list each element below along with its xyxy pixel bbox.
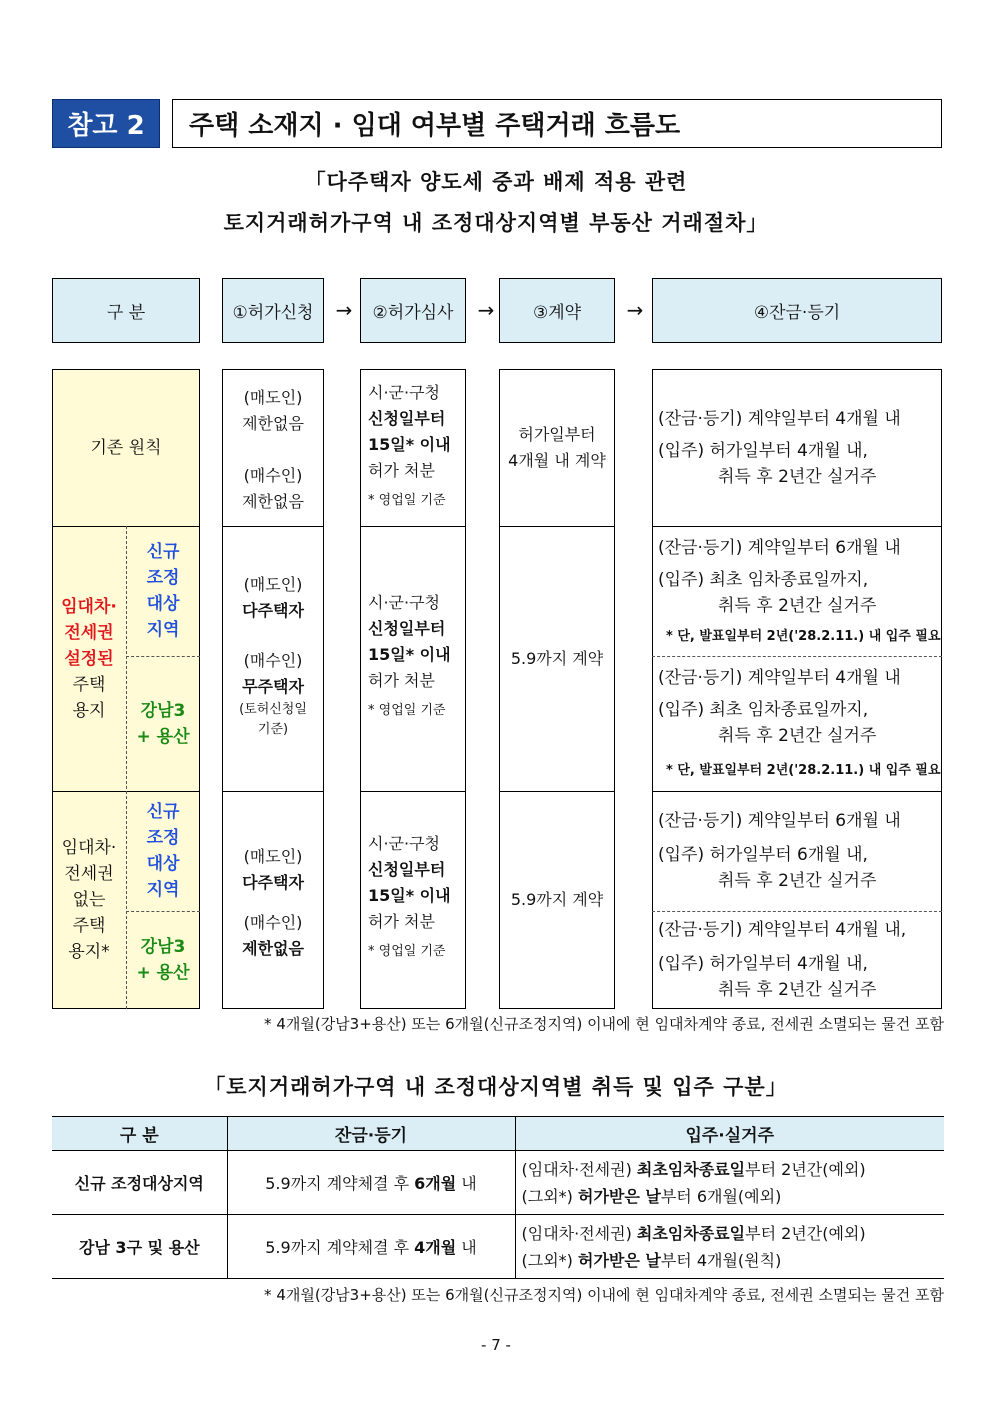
table-row — [52, 1151, 944, 1215]
divider — [652, 791, 942, 792]
leased-step1 — [222, 566, 324, 746]
leased-gangnam-note: * 단, 발표일부터 2년('28.2.11.) 내 입주 필요 — [666, 763, 941, 778]
text-line: 허가 처분 — [368, 671, 435, 690]
text-line: 제한없음 — [242, 492, 304, 511]
flow-subtitle-line2: 토지거래허가구역 내 조정대상지역별 부동산 거래절차」 — [223, 211, 769, 235]
sub-label-line: 조정 — [146, 828, 180, 848]
row-movein — [515, 1215, 944, 1279]
basic-step4-payment: (잔금·등기) 계약일부터 4개월 내 — [658, 409, 901, 429]
leased-step3: 5.9까지 계약 — [510, 648, 604, 668]
sub-label-line: 지역 — [146, 620, 180, 640]
text-line: (매도인) — [243, 847, 303, 866]
noleased-step2 — [368, 831, 464, 965]
text-line: 허가 처분 — [368, 461, 435, 480]
table-header-row — [52, 1117, 944, 1151]
page-number: - 7 - — [481, 1336, 511, 1354]
sub-label-line: 대상 — [146, 854, 180, 874]
noleased-label-line: 임대차· — [61, 838, 117, 858]
text-part: 5.9까지 계약체결 후 — [265, 1174, 415, 1193]
text-line: (매도인) — [243, 575, 303, 594]
arrow-2: → — [477, 298, 495, 322]
noleased-label-line: 없는 — [72, 890, 106, 910]
text-line: * 영업일 기준 — [368, 493, 446, 508]
leased-new-residence: 취득 후 2년간 실거주 — [718, 596, 877, 616]
text-part: 6개월 — [414, 1174, 457, 1193]
text-line: (매수인) — [243, 913, 303, 932]
noleased-gangnam-payment: (잔금·등기) 계약일부터 4개월 내, — [658, 920, 907, 940]
text-part: 내 — [456, 1174, 477, 1193]
divider — [222, 791, 324, 792]
text-line: 15일* 이내 — [368, 886, 451, 905]
leased-new-note: * 단, 발표일부터 2년('28.2.11.) 내 입주 필요 — [666, 629, 941, 644]
divider — [360, 526, 466, 527]
sub-label-line: 조정 — [146, 568, 180, 588]
arrow-1: → — [335, 298, 353, 322]
text-line: 제한없음 — [242, 414, 304, 433]
leased-label — [52, 526, 126, 791]
text-part: 부터 6개월(예외) — [660, 1186, 782, 1206]
row-movein — [515, 1151, 944, 1215]
text-part: 부터 4개월(원칙) — [660, 1250, 782, 1270]
text-line: 허가 처분 — [368, 912, 435, 931]
basic-step4-movein: (입주) 허가일부터 4개월 내, — [658, 441, 868, 461]
flow-header-step2: ②허가심사 — [360, 278, 466, 343]
text-line: 무주택자 — [242, 677, 304, 696]
text-part: (그외*) — [521, 1186, 578, 1206]
leased-label-line: 용지 — [72, 700, 106, 721]
text-line: (매도인) — [243, 388, 303, 407]
text-line: * 영업일 기준 — [368, 944, 446, 959]
col-header-category: 구 분 — [52, 1117, 227, 1151]
text-line: 15일* 이내 — [368, 645, 451, 664]
noleased-sub-gangnam — [126, 911, 200, 1009]
table-row — [52, 1215, 944, 1279]
text-line: 신청일부터 — [368, 409, 446, 428]
text-line: 신청일부터 — [368, 619, 446, 638]
text-line: 제한없음 — [242, 939, 304, 958]
divider — [652, 526, 942, 527]
flow-header-category: 구 분 — [52, 278, 200, 343]
noleased-label-line: 용지* — [68, 942, 110, 962]
leased-step2 — [368, 590, 464, 724]
reference-badge: 참고 2 — [52, 99, 160, 148]
col-header-payment: 잔금·등기 — [227, 1117, 515, 1151]
basic-step1 — [222, 380, 324, 520]
sub-label-line: 대상 — [146, 594, 180, 614]
text-line: * 영업일 기준 — [368, 703, 446, 718]
noleased-step3: 5.9까지 계약 — [510, 890, 604, 909]
acquisition-table — [52, 1116, 944, 1279]
sub-label-line: + 용산 — [136, 726, 190, 747]
leased-gangnam-payment: (잔금·등기) 계약일부터 4개월 내 — [658, 668, 901, 688]
leased-new-movein: (입주) 최초 임차종료일까지, — [658, 570, 869, 590]
acquisition-footnote: * 4개월(강남3+용산) 또는 6개월(신규조정지역) 이내에 현 임대차계약 종료, 전세권 소멸되는 물건 포함 — [264, 1286, 944, 1304]
sub-label-line: 신규 — [146, 542, 180, 562]
divider — [222, 526, 324, 527]
text-line: 허가일부터 — [518, 424, 596, 444]
sub-label-line: + 용산 — [136, 963, 190, 983]
flow-subtitle-line1: 「다주택자 양도세 중과 배제 적용 관련 — [304, 170, 688, 194]
text-part: (그외*) — [521, 1250, 578, 1270]
divider — [360, 791, 466, 792]
text-line: (매수인) — [243, 651, 303, 670]
text-line: 시·군·구청 — [368, 834, 440, 853]
text-part: 최초임차종료일 — [636, 1223, 746, 1243]
text-line: 다주택자 — [242, 873, 304, 892]
leased-label-line: 주택 — [72, 674, 106, 695]
text-line: (토허신청일 — [239, 702, 307, 717]
text-part: 내 — [456, 1238, 477, 1257]
sub-label-line: 지역 — [146, 880, 180, 900]
sub-label-line: 신규 — [146, 802, 180, 822]
noleased-new-movein: (입주) 허가일부터 6개월 내, — [658, 845, 868, 865]
text-line: (매수인) — [243, 466, 303, 485]
basic-step4-residence: 취득 후 2년간 실거주 — [718, 467, 877, 487]
leased-new-payment: (잔금·등기) 계약일부터 6개월 내 — [658, 538, 901, 558]
sub-label-line: 강남3 — [140, 937, 186, 957]
flow-header-step4: ④잔금·등기 — [652, 278, 942, 343]
basic-step2 — [368, 380, 464, 514]
leased-sub-gangnam — [126, 656, 200, 791]
divider — [652, 911, 942, 912]
text-part: 최초임차종료일 — [636, 1159, 746, 1179]
text-part: (임대차·전세권) — [521, 1159, 637, 1179]
noleased-new-residence: 취득 후 2년간 실거주 — [718, 871, 877, 891]
text-line: 시·군·구청 — [368, 383, 440, 402]
row-payment — [227, 1215, 515, 1279]
text-part: 4개월 — [414, 1238, 457, 1257]
noleased-step1 — [222, 838, 324, 968]
noleased-new-payment: (잔금·등기) 계약일부터 6개월 내 — [658, 811, 901, 831]
text-line: 기준) — [257, 722, 289, 737]
acquisition-title: 「토지거래허가구역 내 조정대상지역별 취득 및 입주 구분」 — [204, 1075, 788, 1099]
arrow-3: → — [626, 298, 644, 322]
leased-gangnam-residence: 취득 후 2년간 실거주 — [718, 726, 877, 746]
text-part: 허가받은 날 — [577, 1186, 661, 1206]
leased-label-line: 설정된 — [64, 648, 114, 669]
text-part: (임대차·전세권) — [521, 1223, 637, 1243]
leased-label-line: 전세권 — [64, 622, 114, 643]
basic-label: 기존 원칙 — [90, 437, 162, 458]
col-header-movein: 입주·실거주 — [515, 1117, 944, 1151]
row-name: 신규 조정대상지역 — [52, 1151, 227, 1215]
text-part: 부터 2년간(예외) — [745, 1223, 866, 1243]
noleased-label-line: 전세권 — [64, 864, 114, 884]
row-payment — [227, 1151, 515, 1215]
text-line: 4개월 내 계약 — [508, 450, 606, 470]
leased-label-line: 임대차· — [61, 596, 117, 617]
page-title: 주택 소재지 · 임대 여부별 주택거래 흐름도 — [172, 99, 942, 148]
noleased-gangnam-residence: 취득 후 2년간 실거주 — [718, 980, 877, 1000]
leased-gangnam-movein: (입주) 최초 임차종료일까지, — [658, 700, 869, 720]
flow-header-step3: ③계약 — [499, 278, 615, 343]
noleased-gangnam-movein: (입주) 허가일부터 4개월 내, — [658, 954, 868, 974]
text-line: 신청일부터 — [368, 860, 446, 879]
text-part: 5.9까지 계약체결 후 — [265, 1238, 415, 1257]
flow-footnote: * 4개월(강남3+용산) 또는 6개월(신규조정지역) 이내에 현 임대차계약 종료, 전세권 소멸되는 물건 포함 — [264, 1015, 944, 1033]
text-line: 시·군·구청 — [368, 593, 440, 612]
noleased-label-line: 주택 — [72, 916, 106, 936]
noleased-sub-new-region — [126, 791, 200, 911]
row-name: 강남 3구 및 용산 — [52, 1215, 227, 1279]
leased-sub-new-region — [126, 526, 200, 656]
flow-header-step1: ①허가신청 — [222, 278, 324, 343]
text-line: 15일* 이내 — [368, 435, 451, 454]
text-part: 부터 2년간(예외) — [745, 1159, 866, 1179]
text-line: 다주택자 — [242, 601, 304, 620]
divider — [652, 656, 942, 657]
basic-step3 — [499, 369, 615, 526]
text-part: 허가받은 날 — [577, 1250, 661, 1270]
sub-label-line: 강남3 — [140, 700, 186, 721]
noleased-label — [52, 791, 126, 1009]
